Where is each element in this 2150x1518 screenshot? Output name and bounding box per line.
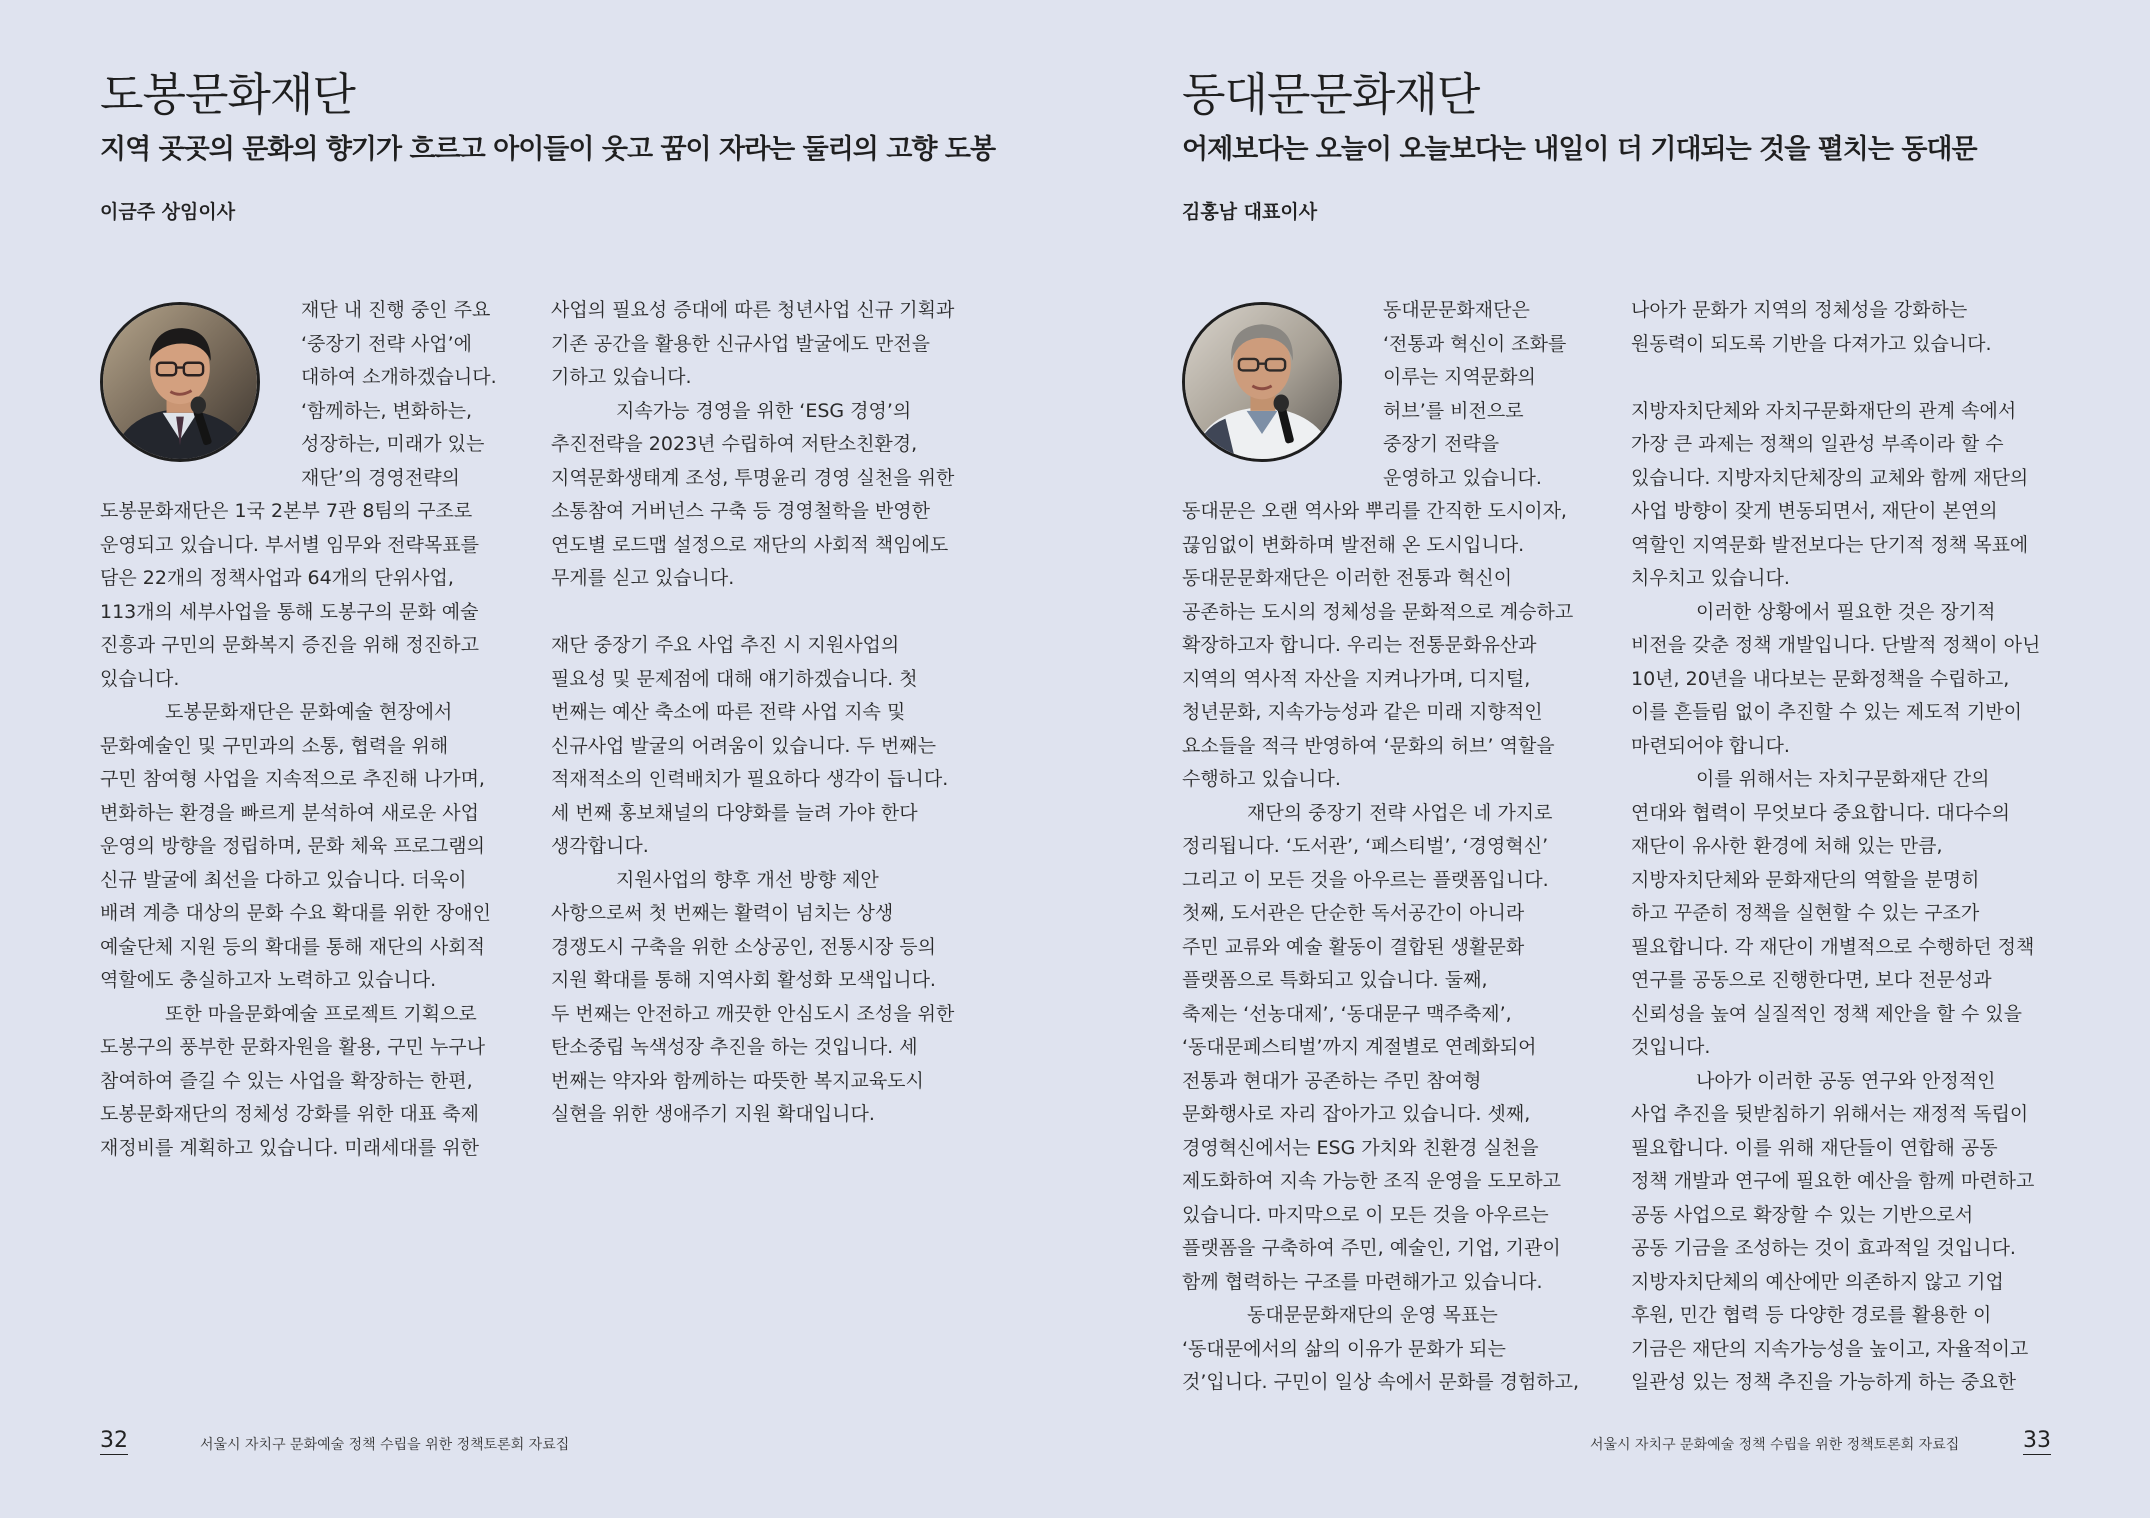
text-line: 세 번째 홍보채널의 다양화를 늘려 가야 한다 [551, 801, 918, 824]
text-line: 재단’의 경영전략의 [301, 466, 460, 489]
text-line: 필요합니다. 이를 위해 재단들이 연합해 공동 [1631, 1136, 1998, 1159]
text-line: ‘중장기 전략 사업’에 [301, 332, 472, 355]
right-column-1-beside-portrait [1383, 294, 1566, 495]
text-line: 지방자치단체와 자치구문화재단의 관계 속에서 [1631, 399, 2017, 422]
text-line: 중장기 전략을 [1383, 433, 1500, 455]
text-line: 대하여 소개하겠습니다. [301, 366, 497, 388]
text-line: 사업 추진을 뒷받침하기 위해서는 재정적 독립이 [1631, 1103, 2029, 1125]
text-line: 지속가능 경영을 위한 ‘ESG 경영’의 [616, 399, 912, 422]
text-line: 운영되고 있습니다. 부서별 임무와 전략목표를 [100, 533, 479, 556]
text-line: 동대문문화재단은 이러한 전통과 혁신이 [1182, 567, 1513, 589]
text-line: 실현을 위한 생애주기 지원 확대입니다. [551, 1103, 875, 1125]
text-line: 지원사업의 향후 개선 방향 제안 [616, 868, 879, 891]
text-line: 치우치고 있습니다. [1631, 567, 1790, 589]
text-line: 지방자치단체의 예산에만 의존하지 않고 기업 [1631, 1270, 2004, 1293]
text-line: 10년, 20년을 내다보는 문화정책을 수립하고, [1631, 667, 2010, 690]
text-line: 제도화하여 지속 가능한 조직 운영을 도모하고 [1182, 1170, 1561, 1192]
text-line: 원동력이 되도록 기반을 다져가고 있습니다. [1631, 332, 1992, 355]
text-line: 성장하는, 미래가 있는 [301, 433, 485, 455]
author-name: 이금주 상임이사 [100, 201, 236, 223]
text-line: 요소들을 적극 반영하여 ‘문화의 허브’ 역할을 [1182, 734, 1555, 757]
text-line: 진흥과 구민의 문화복지 증진을 위해 정진하고 [100, 634, 479, 656]
text-line: 배려 계층 대상의 문화 수요 확대를 위한 장애인 [100, 902, 492, 924]
text-line: 기존 공간을 활용한 신규사업 발굴에도 만전을 [551, 332, 930, 355]
text-line [1631, 361, 2040, 395]
text-line: 정리됩니다. ‘도서관’, ‘페스티벌’, ‘경영혁신’ [1182, 835, 1549, 857]
text-line: ‘동대문페스티벌’까지 계절별로 연례화되어 [1182, 1036, 1537, 1058]
text-line: 이러한 상황에서 필요한 것은 장기적 [1696, 600, 1996, 623]
text-line: 필요성 및 문제점에 대해 얘기하겠습니다. 첫 [551, 667, 918, 690]
text-line: 필요합니다. 각 재단이 개별적으로 수행하던 정책 [1631, 935, 2035, 958]
text-line: 기하고 있습니다. [551, 366, 692, 388]
text-line: 마련되어야 합니다. [1631, 734, 1790, 757]
text-line: 사업 방향이 잦게 변동되면서, 재단이 본연의 [1631, 500, 1998, 522]
left-column-2 [551, 294, 954, 1132]
text-line: 것’입니다. 구민이 일상 속에서 문화를 경험하고, [1182, 1371, 1580, 1393]
text-line: 함께 협력하는 구조를 마련해가고 있습니다. [1182, 1270, 1543, 1293]
text-line: 지원 확대를 통해 지역사회 활성화 모색입니다. [551, 969, 936, 991]
text-line: 구민 참여형 사업을 지속적으로 추진해 나가며, [100, 768, 485, 790]
text-line: 동대문문화재단은 [1383, 299, 1530, 321]
text-line: 것입니다. [1631, 1036, 1711, 1058]
text-line: 지역문화생태계 조성, 투명윤리 경영 실천을 위한 [551, 466, 955, 489]
text-line: 도봉구의 풍부한 문화자원을 활용, 구민 누구나 [100, 1036, 485, 1058]
author-portrait [1182, 302, 1342, 462]
text-line: 이루는 지역문화의 [1383, 366, 1536, 388]
text-line: 동대문은 오랜 역사와 뿌리를 간직한 도시이자, [1182, 500, 1567, 522]
text-line: 재단 내 진행 중인 주요 [301, 299, 491, 321]
text-line: 신뢰성을 높여 실질적인 정책 제안을 할 수 있을 [1631, 1002, 2023, 1025]
right-column-2 [1631, 294, 2040, 1400]
text-line: 경영혁신에서는 ESG 가치와 친환경 실천을 [1182, 1136, 1539, 1159]
text-line: 주민 교류와 예술 활동이 결합된 생활문화 [1182, 935, 1525, 958]
text-line: 역할인 지역문화 발전보다는 단기적 정책 목표에 [1631, 533, 2029, 556]
text-line: 생각합니다. [551, 835, 649, 857]
text-line: 재단 중장기 주요 사업 추진 시 지원사업의 [551, 634, 900, 656]
text-line: ‘동대문에서의 삶의 이유가 문화가 되는 [1182, 1337, 1506, 1360]
text-line: 무게를 싣고 있습니다. [551, 567, 735, 589]
text-line: 첫째, 도서관은 단순한 독서공간이 아니라 [1182, 902, 1525, 924]
text-line: 또한 마을문화예술 프로젝트 기획으로 [165, 1002, 477, 1025]
text-line: 그리고 이 모든 것을 아우르는 플랫폼입니다. [1182, 868, 1549, 891]
page-title: 동대문문화재단 [1182, 68, 1480, 121]
text-line: 운영하고 있습니다. [1383, 466, 1542, 489]
portrait-illustration [103, 305, 257, 459]
text-line: 나아가 이러한 공동 연구와 안정적인 [1696, 1069, 1996, 1092]
author-name: 김홍남 대표이사 [1182, 201, 1318, 223]
text-line: 축제는 ‘선농대제’, ‘동대문구 맥주축제’, [1182, 1002, 1512, 1025]
text-line: 탄소중립 녹색성장 추진을 하는 것입니다. 세 [551, 1036, 918, 1058]
text-line: 재단이 유사한 환경에 처해 있는 만큼, [1631, 835, 1943, 857]
text-line: 가장 큰 과제는 정책의 일관성 부족이라 할 수 [1631, 433, 2004, 455]
text-line: 지방자치단체와 문화재단의 역할을 분명히 [1631, 868, 1980, 891]
text-line: 공존하는 도시의 정체성을 문화적으로 계승하고 [1182, 600, 1574, 623]
text-line: 소통참여 거버넌스 구축 등 경영철학을 반영한 [551, 500, 930, 522]
text-line: 도봉문화재단은 문화예술 현장에서 [165, 701, 453, 723]
text-line: 정책 개발과 연구에 필요한 예산을 함께 마련하고 [1631, 1170, 2035, 1192]
text-line: 사항으로써 첫 번째는 활력이 넘치는 상생 [551, 902, 894, 924]
page-subtitle: 지역 곳곳의 문화의 향기가 흐르고 아이들이 웃고 꿈이 자라는 둘리의 고향 도봉 [100, 134, 996, 165]
text-line: 번째는 약자와 함께하는 따뜻한 복지교육도시 [551, 1069, 924, 1092]
page-number: 32 [100, 1428, 128, 1453]
running-footer: 서울시 자치구 문화예술 정책 수립을 위한 정책토론회 자료집 [1590, 1437, 1960, 1453]
text-line: 사업의 필요성 증대에 따른 청년사업 신규 기획과 [551, 299, 955, 321]
text-line: 공동 사업으로 확장할 수 있는 기반으로서 [1631, 1203, 1974, 1226]
text-line: 신규사업 발굴의 어려움이 있습니다. 두 번째는 [551, 734, 936, 757]
text-line: 추진전략을 2023년 수립하여 저탄소친환경, [551, 433, 918, 455]
page-number: 33 [2023, 1428, 2051, 1453]
text-line: 확장하고자 합니다. 우리는 전통문화유산과 [1182, 634, 1537, 656]
text-line: 나아가 문화가 지역의 정체성을 강화하는 [1631, 299, 1968, 321]
text-line: 연대와 협력이 무엇보다 중요합니다. 대다수의 [1631, 801, 2010, 824]
text-line: 하고 꾸준히 정책을 실현할 수 있는 구조가 [1631, 902, 1980, 924]
text-line: 113개의 세부사업을 통해 도봉구의 문화 예술 [100, 600, 479, 623]
left-column-1-beside-portrait [301, 294, 497, 495]
text-line: 일관성 있는 정책 추진을 가능하게 하는 중요한 [1631, 1371, 2016, 1393]
text-line: 변화하는 환경을 빠르게 분석하여 새로운 사업 [100, 801, 479, 824]
text-line: 플랫폼으로 특화되고 있습니다. 둘째, [1182, 969, 1488, 991]
text-line: 비전을 갖춘 정책 개발입니다. 단발적 정책이 아닌 [1631, 634, 2041, 656]
text-line: 있습니다. [100, 667, 180, 690]
author-portrait [100, 302, 260, 462]
text-line: 동대문문화재단의 운영 목표는 [1247, 1304, 1498, 1326]
text-line: 기금은 재단의 지속가능성을 높이고, 자율적이고 [1631, 1337, 2029, 1360]
text-line: 있습니다. 마지막으로 이 모든 것을 아우르는 [1182, 1203, 1549, 1226]
text-line: 수행하고 있습니다. [1182, 768, 1341, 790]
text-line: 문화예술인 및 구민과의 소통, 협력을 위해 [100, 734, 449, 757]
running-footer: 서울시 자치구 문화예술 정책 수립을 위한 정책토론회 자료집 [200, 1437, 570, 1453]
text-line: 재정비를 계획하고 있습니다. 미래세대를 위한 [100, 1136, 479, 1159]
text-line: 이를 위해서는 자치구문화재단 간의 [1696, 768, 1990, 790]
right-page [1075, 0, 2150, 1518]
text-line: 도봉문화재단은 1국 2본부 7관 8팀의 구조로 [100, 500, 473, 522]
text-line: 끊임없이 변화하며 발전해 온 도시입니다. [1182, 533, 1525, 556]
text-line: 플랫폼을 구축하여 주민, 예술인, 기업, 기관이 [1182, 1237, 1561, 1259]
text-line: 있습니다. 지방자치단체장의 교체와 함께 재단의 [1631, 466, 2029, 489]
text-line: 두 번째는 안전하고 깨끗한 안심도시 조성을 위한 [551, 1002, 955, 1025]
text-line: 적재적소의 인력배치가 필요하다 생각이 듭니다. [551, 768, 949, 790]
text-line: 연구를 공동으로 진행한다면, 보다 전문성과 [1631, 969, 1992, 991]
text-line: 재단의 중장기 전략 사업은 네 가지로 [1247, 801, 1553, 824]
text-line: 공동 기금을 조성하는 것이 효과적일 것입니다. [1631, 1237, 2016, 1259]
text-line: 청년문화, 지속가능성과 같은 미래 지향적인 [1182, 701, 1543, 723]
right-column-1 [1182, 495, 1579, 1400]
text-line: ‘함께하는, 변화하는, [301, 399, 472, 422]
text-line: 예술단체 지원 등의 확대를 통해 재단의 사회적 [100, 935, 485, 958]
text-line: 번째는 예산 축소에 따른 전략 사업 지속 및 [551, 701, 906, 723]
text-line: 허브’를 비전으로 [1383, 399, 1524, 422]
text-line: 후원, 민간 협력 등 다양한 경로를 활용한 이 [1631, 1304, 1992, 1326]
text-line: 담은 22개의 정책사업과 64개의 단위사업, [100, 567, 454, 589]
text-line: 문화행사로 자리 잡아가고 있습니다. 셋째, [1182, 1103, 1531, 1125]
text-line: 신규 발굴에 최선을 다하고 있습니다. 더욱이 [100, 868, 467, 891]
portrait-illustration [1185, 305, 1339, 459]
text-line: ‘전통과 혁신이 조화를 [1383, 332, 1567, 355]
text-line: 이를 흔들림 없이 추진할 수 있는 제도적 기반이 [1631, 701, 2023, 723]
text-line: 도봉문화재단의 정체성 강화를 위한 대표 축제 [100, 1103, 479, 1125]
text-line: 역할에도 충실하고자 노력하고 있습니다. [100, 969, 437, 991]
text-line: 지역의 역사적 자산을 지켜나가며, 디지털, [1182, 667, 1531, 690]
text-line: 참여하여 즐길 수 있는 사업을 확장하는 한편, [100, 1069, 473, 1092]
text-line: 전통과 현대가 공존하는 주민 참여형 [1182, 1069, 1482, 1092]
page-title: 도봉문화재단 [100, 68, 355, 121]
text-line: 경쟁도시 구축을 위한 소상공인, 전통시장 등의 [551, 935, 936, 958]
text-line: 운영의 방향을 정립하며, 문화 체육 프로그램의 [100, 835, 485, 857]
page-subtitle: 어제보다는 오늘이 오늘보다는 내일이 더 기대되는 것을 펼치는 동대문 [1182, 134, 1977, 165]
text-line [551, 596, 954, 630]
text-line: 연도별 로드맵 설정으로 재단의 사회적 책임에도 [551, 533, 949, 556]
left-column-1 [100, 495, 491, 1165]
